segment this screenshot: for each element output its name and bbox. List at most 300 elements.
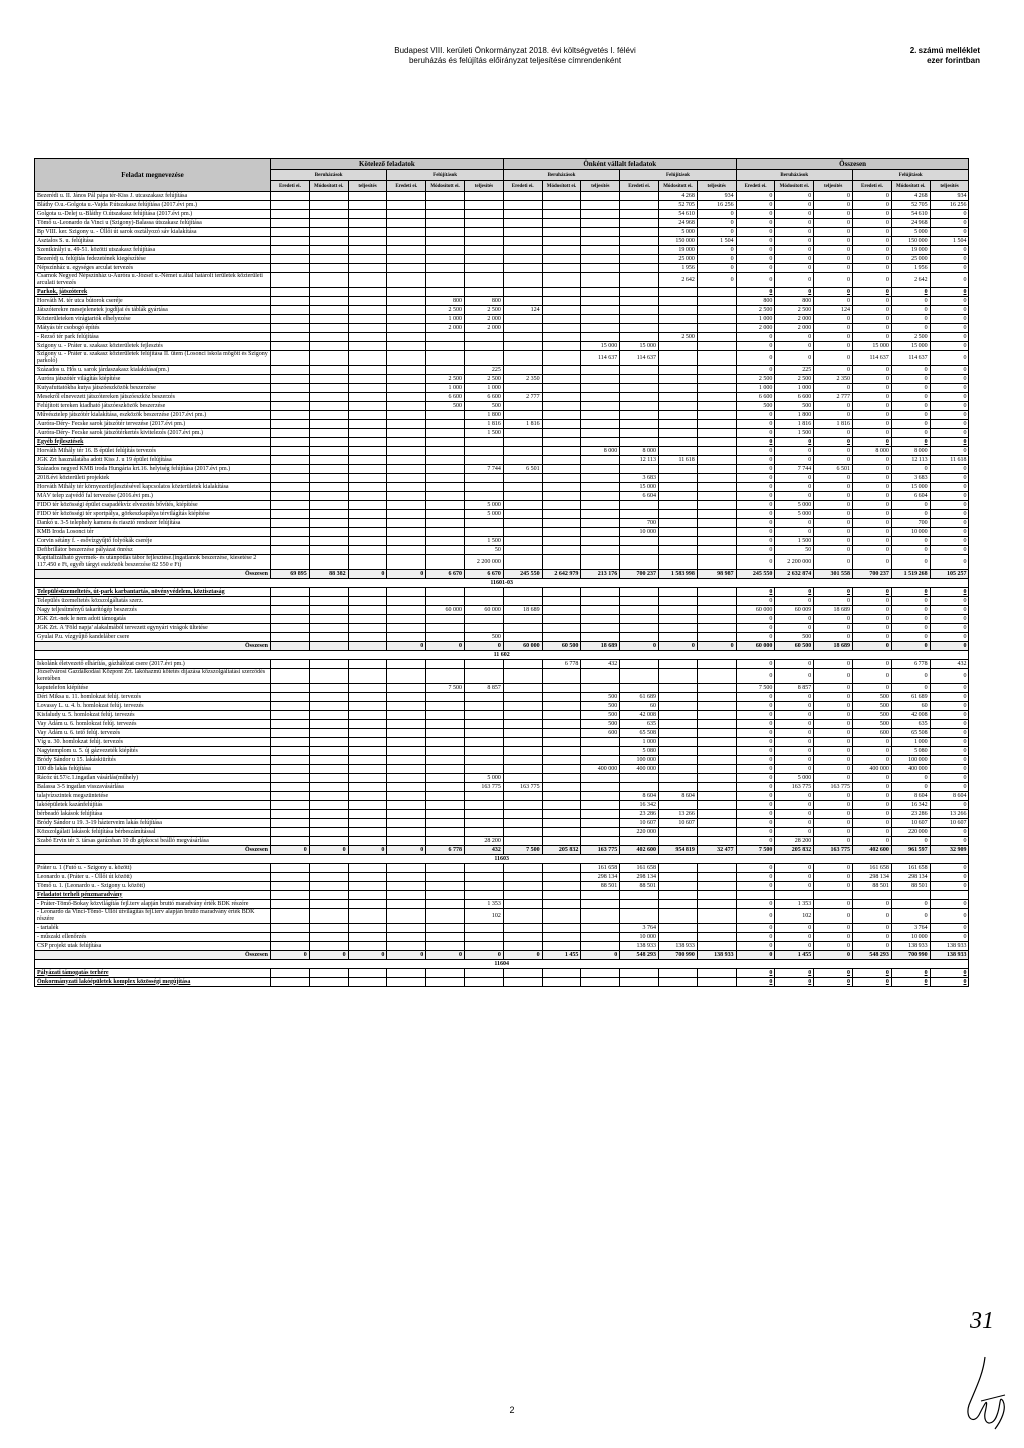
value-cell <box>503 969 542 978</box>
value-cell: 500 <box>581 711 620 720</box>
value-cell: 3 683 <box>891 474 930 483</box>
value-cell: 934 <box>697 192 736 201</box>
value-cell: 10 607 <box>930 819 969 828</box>
table-row <box>35 624 969 633</box>
value-cell: 0 <box>775 492 814 501</box>
value-cell <box>309 393 348 402</box>
value-cell <box>348 660 387 669</box>
column-header: Eredeti ei. <box>387 181 426 192</box>
section-row <box>35 288 969 297</box>
value-cell: 100 000 <box>620 756 659 765</box>
value-cell <box>387 273 426 288</box>
value-cell: 700 237 <box>620 570 659 579</box>
value-cell <box>503 738 542 747</box>
value-cell: 0 <box>891 402 930 411</box>
value-cell: 1 583 998 <box>659 570 698 579</box>
table-row <box>35 429 969 438</box>
value-cell: 0 <box>736 615 775 624</box>
value-cell: 2 350 <box>814 375 853 384</box>
value-cell: 700 237 <box>853 570 892 579</box>
row-label: Összesen <box>35 951 271 960</box>
value-cell <box>503 909 542 924</box>
value-cell <box>620 900 659 909</box>
value-cell <box>659 669 698 684</box>
value-cell: 1 800 <box>464 411 503 420</box>
value-cell <box>697 819 736 828</box>
value-cell <box>348 624 387 633</box>
value-cell: 8 000 <box>581 447 620 456</box>
value-cell: 8 604 <box>659 792 698 801</box>
value-cell <box>271 201 310 210</box>
value-cell <box>271 210 310 219</box>
value-cell: 0 <box>775 351 814 366</box>
value-cell <box>464 210 503 219</box>
value-cell: 0 <box>814 264 853 273</box>
value-cell: 0 <box>387 642 426 651</box>
value-cell: 0 <box>853 537 892 546</box>
value-cell: 0 <box>775 693 814 702</box>
value-cell: 0 <box>736 492 775 501</box>
value-cell: 0 <box>853 519 892 528</box>
value-cell <box>620 537 659 546</box>
table-row <box>35 297 969 306</box>
value-cell: 0 <box>736 201 775 210</box>
value-cell: 0 <box>775 756 814 765</box>
value-cell <box>542 528 581 537</box>
value-cell <box>503 411 542 420</box>
value-cell <box>309 315 348 324</box>
value-cell <box>581 684 620 693</box>
table-row <box>35 402 969 411</box>
value-cell: 0 <box>775 660 814 669</box>
row-label: Corvin sétány f. - esővízgyűjtő folyókák cseréje <box>35 537 271 546</box>
value-cell: 10 000 <box>620 528 659 537</box>
value-cell <box>426 873 465 882</box>
value-cell <box>659 306 698 315</box>
value-cell <box>309 474 348 483</box>
value-cell: 0 <box>930 642 969 651</box>
value-cell <box>464 864 503 873</box>
value-cell: 2 500 <box>891 333 930 342</box>
value-cell <box>503 624 542 633</box>
value-cell <box>697 702 736 711</box>
value-cell: 0 <box>387 951 426 960</box>
value-cell <box>542 747 581 756</box>
value-cell: 0 <box>930 882 969 891</box>
value-cell <box>697 864 736 873</box>
value-cell <box>387 924 426 933</box>
value-cell: 1 816 <box>814 420 853 429</box>
value-cell: 2 500 <box>775 375 814 384</box>
value-cell <box>697 783 736 792</box>
value-cell <box>387 324 426 333</box>
value-cell: 0 <box>853 375 892 384</box>
value-cell: 0 <box>930 219 969 228</box>
value-cell: 0 <box>736 738 775 747</box>
table-row <box>35 273 969 288</box>
value-cell <box>348 909 387 924</box>
value-cell <box>581 783 620 792</box>
value-cell <box>542 402 581 411</box>
value-cell: 1 500 <box>464 537 503 546</box>
row-label: Déri Miksa u. 11. homlokzat felúj. tervezés <box>35 693 271 702</box>
value-cell <box>542 828 581 837</box>
value-cell: 2 500 <box>426 375 465 384</box>
value-cell <box>697 660 736 669</box>
value-cell <box>387 864 426 873</box>
value-cell: 16 342 <box>620 801 659 810</box>
value-cell <box>271 528 310 537</box>
value-cell <box>542 456 581 465</box>
value-cell <box>503 684 542 693</box>
value-cell <box>581 519 620 528</box>
value-cell: 500 <box>736 402 775 411</box>
value-cell <box>271 510 310 519</box>
value-cell <box>348 597 387 606</box>
value-cell <box>542 465 581 474</box>
value-cell: 0 <box>736 342 775 351</box>
row-label: Szigony u. - Práter u. szakasz közterületek fejlesztés <box>35 342 271 351</box>
value-cell <box>542 633 581 642</box>
row-label: talajvízszintek megszüntetése <box>35 792 271 801</box>
value-cell: 1 500 <box>775 537 814 546</box>
value-cell: 500 <box>581 702 620 711</box>
value-cell <box>697 519 736 528</box>
value-cell: 0 <box>814 669 853 684</box>
value-cell: 0 <box>853 837 892 846</box>
value-cell: 2 200 000 <box>775 555 814 570</box>
value-cell: 0 <box>736 237 775 246</box>
value-cell <box>387 942 426 951</box>
value-cell: 0 <box>775 264 814 273</box>
value-cell: 0 <box>930 228 969 237</box>
value-cell <box>503 429 542 438</box>
value-cell: 0 <box>930 924 969 933</box>
value-cell <box>542 597 581 606</box>
value-cell <box>387 729 426 738</box>
value-cell <box>464 660 503 669</box>
value-cell <box>581 333 620 342</box>
value-cell <box>503 702 542 711</box>
value-cell: 0 <box>853 483 892 492</box>
value-cell <box>271 882 310 891</box>
value-cell <box>309 210 348 219</box>
value-cell <box>542 873 581 882</box>
value-cell: 0 <box>891 588 930 597</box>
value-cell: 12 113 <box>620 456 659 465</box>
value-cell <box>503 438 542 447</box>
row-label: JGK Zrt.-nek le nem adott támogatás <box>35 615 271 624</box>
value-cell <box>620 909 659 924</box>
value-cell <box>659 537 698 546</box>
value-cell: 0 <box>814 756 853 765</box>
value-cell <box>697 711 736 720</box>
row-label: Közterületeken virágtartók elhelyezése <box>35 315 271 324</box>
value-cell: 0 <box>930 342 969 351</box>
value-cell: 25 000 <box>891 255 930 264</box>
value-cell <box>426 411 465 420</box>
column-header: teljesítés <box>930 181 969 192</box>
row-label: Feladatot terheli pénzmaradvány <box>35 891 271 900</box>
value-cell <box>309 438 348 447</box>
value-cell <box>503 810 542 819</box>
value-cell: 0 <box>814 438 853 447</box>
value-cell <box>464 192 503 201</box>
value-cell: 0 <box>930 465 969 474</box>
value-cell <box>464 351 503 366</box>
value-cell <box>271 828 310 837</box>
value-cell: 600 <box>853 729 892 738</box>
value-cell: 6 501 <box>814 465 853 474</box>
value-cell <box>503 192 542 201</box>
value-cell <box>659 588 698 597</box>
value-cell <box>387 555 426 570</box>
value-cell: 500 <box>426 402 465 411</box>
value-cell: 60 500 <box>542 642 581 651</box>
value-cell <box>581 429 620 438</box>
value-cell: 432 <box>930 660 969 669</box>
value-cell <box>542 606 581 615</box>
column-header: Eredeti ei. <box>503 181 542 192</box>
value-cell: 0 <box>736 747 775 756</box>
value-cell <box>426 510 465 519</box>
value-cell: 0 <box>930 606 969 615</box>
value-cell: 0 <box>930 837 969 846</box>
row-label: Mesekről elnevezett játszótereken játszóeszköz beszerzés <box>35 393 271 402</box>
value-cell <box>542 555 581 570</box>
table-body <box>35 192 969 987</box>
value-cell <box>309 738 348 747</box>
value-cell: 50 <box>775 546 814 555</box>
table-row <box>35 837 969 846</box>
value-cell <box>503 837 542 846</box>
value-cell <box>697 420 736 429</box>
value-cell: 163 775 <box>814 846 853 855</box>
value-cell <box>697 447 736 456</box>
value-cell <box>581 942 620 951</box>
value-cell: 0 <box>775 438 814 447</box>
value-cell <box>659 864 698 873</box>
value-cell <box>348 606 387 615</box>
value-cell <box>309 792 348 801</box>
row-label: Bezerédj u. felújítás fedezetének kiegészítése <box>35 255 271 264</box>
value-cell <box>271 891 310 900</box>
value-cell: 0 <box>775 519 814 528</box>
value-cell: 0 <box>736 528 775 537</box>
value-cell: 0 <box>930 324 969 333</box>
value-cell: 0 <box>930 474 969 483</box>
value-cell: 5 080 <box>620 747 659 756</box>
value-cell: 800 <box>426 297 465 306</box>
value-cell <box>697 333 736 342</box>
value-cell: 0 <box>814 384 853 393</box>
value-cell <box>581 273 620 288</box>
value-cell <box>620 669 659 684</box>
value-cell <box>620 465 659 474</box>
value-cell <box>503 633 542 642</box>
value-cell: 28 200 <box>775 837 814 846</box>
value-cell: 0 <box>853 237 892 246</box>
value-cell <box>659 711 698 720</box>
value-cell <box>542 810 581 819</box>
value-cell <box>620 510 659 519</box>
value-cell: 205 832 <box>542 846 581 855</box>
section-row <box>35 978 969 987</box>
value-cell <box>697 792 736 801</box>
value-cell <box>659 774 698 783</box>
value-cell: 0 <box>775 864 814 873</box>
value-cell <box>581 483 620 492</box>
value-cell <box>620 246 659 255</box>
value-cell: 0 <box>891 438 930 447</box>
value-cell <box>309 219 348 228</box>
value-cell <box>542 438 581 447</box>
row-label: Egyéb fejlesztések <box>35 438 271 447</box>
value-cell <box>309 255 348 264</box>
table-row <box>35 465 969 474</box>
value-cell: 114 637 <box>853 351 892 366</box>
value-cell: 0 <box>775 528 814 537</box>
value-cell: 0 <box>930 537 969 546</box>
value-cell <box>426 765 465 774</box>
table-row <box>35 828 969 837</box>
value-cell <box>581 969 620 978</box>
value-cell: 50 <box>464 546 503 555</box>
value-cell: 0 <box>930 729 969 738</box>
value-cell <box>542 738 581 747</box>
value-cell: 0 <box>775 747 814 756</box>
value-cell: 1 000 <box>736 315 775 324</box>
value-cell <box>620 660 659 669</box>
value-cell: 0 <box>814 288 853 297</box>
value-cell <box>426 942 465 951</box>
value-cell: 0 <box>814 297 853 306</box>
value-cell: 0 <box>814 933 853 942</box>
value-cell: 0 <box>930 315 969 324</box>
value-cell <box>387 909 426 924</box>
value-cell: 98 987 <box>697 570 736 579</box>
value-cell: 0 <box>697 210 736 219</box>
value-cell <box>503 246 542 255</box>
value-cell <box>581 546 620 555</box>
value-cell: 6 600 <box>426 393 465 402</box>
table-row <box>35 660 969 669</box>
value-cell <box>697 393 736 402</box>
value-cell <box>348 765 387 774</box>
value-cell <box>271 720 310 729</box>
column-header: teljesítés <box>348 181 387 192</box>
value-cell <box>271 351 310 366</box>
table-row <box>35 228 969 237</box>
value-cell <box>348 810 387 819</box>
value-cell <box>426 228 465 237</box>
section-row <box>35 588 969 597</box>
value-cell: 225 <box>775 366 814 375</box>
value-cell: 0 <box>814 456 853 465</box>
value-cell: 0 <box>891 633 930 642</box>
value-cell: 0 <box>736 474 775 483</box>
row-label: 11604 <box>35 960 969 969</box>
value-cell: 0 <box>814 342 853 351</box>
value-cell <box>542 255 581 264</box>
row-label: CSP projekt utak felújítása <box>35 942 271 951</box>
value-cell <box>426 474 465 483</box>
value-cell <box>542 711 581 720</box>
value-cell: 0 <box>736 765 775 774</box>
value-cell <box>581 555 620 570</box>
value-cell: 800 <box>464 297 503 306</box>
value-cell <box>581 255 620 264</box>
value-cell <box>542 342 581 351</box>
value-cell <box>542 702 581 711</box>
value-cell <box>697 615 736 624</box>
value-cell <box>581 465 620 474</box>
value-cell: 1 816 <box>464 420 503 429</box>
value-cell: 60 000 <box>426 606 465 615</box>
value-cell <box>309 747 348 756</box>
value-cell: 0 <box>814 969 853 978</box>
value-cell: 0 <box>814 588 853 597</box>
value-cell: 298 134 <box>620 873 659 882</box>
value-cell <box>426 219 465 228</box>
value-cell: 0 <box>853 783 892 792</box>
row-label: Összesen <box>35 846 271 855</box>
value-cell: 3 683 <box>620 474 659 483</box>
value-cell: 961 597 <box>891 846 930 855</box>
value-cell: 0 <box>853 933 892 942</box>
value-cell <box>426 792 465 801</box>
table-row <box>35 873 969 882</box>
row-label: bérbeadó lakások felújítása <box>35 810 271 819</box>
value-cell: 5 000 <box>464 774 503 783</box>
value-cell: 10 607 <box>659 819 698 828</box>
value-cell <box>309 501 348 510</box>
value-cell <box>697 900 736 909</box>
value-cell: 0 <box>775 873 814 882</box>
value-cell: 0 <box>736 537 775 546</box>
value-cell <box>503 315 542 324</box>
value-cell <box>309 711 348 720</box>
value-cell <box>620 366 659 375</box>
value-cell <box>387 519 426 528</box>
row-label: 2018.évi közterületi projektek <box>35 474 271 483</box>
value-cell: 0 <box>853 801 892 810</box>
value-cell <box>620 684 659 693</box>
value-cell <box>503 588 542 597</box>
value-cell: 0 <box>814 702 853 711</box>
value-cell: 138 933 <box>697 951 736 960</box>
value-cell: 548 293 <box>620 951 659 960</box>
value-cell: 18 689 <box>503 606 542 615</box>
value-cell <box>659 393 698 402</box>
row-label: JGK Zrt. A 'Föld napja' alakalmából tervezett egynyári virágok ültetése <box>35 624 271 633</box>
value-cell <box>464 273 503 288</box>
value-cell <box>542 669 581 684</box>
value-cell: 0 <box>814 738 853 747</box>
value-cell <box>659 510 698 519</box>
value-cell <box>348 366 387 375</box>
value-cell: 0 <box>853 792 892 801</box>
value-cell: 0 <box>853 978 892 987</box>
value-cell: 400 000 <box>620 765 659 774</box>
value-cell <box>348 465 387 474</box>
value-cell <box>426 333 465 342</box>
value-cell: 16 256 <box>697 201 736 210</box>
value-cell: 19 000 <box>659 246 698 255</box>
value-cell <box>581 828 620 837</box>
value-cell <box>426 933 465 942</box>
code-row <box>35 960 969 969</box>
